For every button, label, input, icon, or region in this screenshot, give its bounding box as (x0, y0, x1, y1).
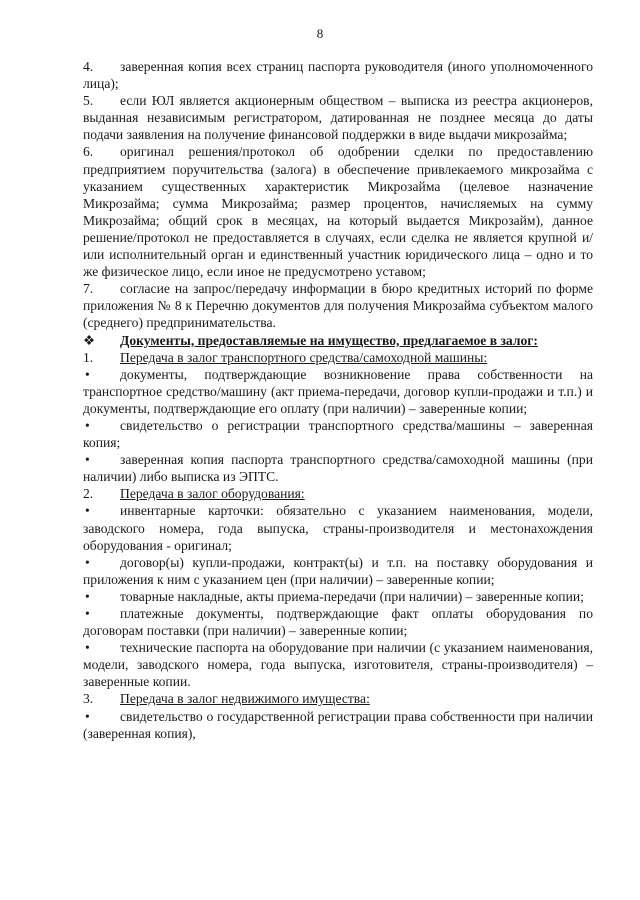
bullet-item (83, 605, 593, 639)
bullet-text: договор(ы) купли-продажи, контракт(ы) и т.п. на поставку оборудования и приложения к ним с указанием цен (при наличии) – заверенные копии; (83, 554, 593, 587)
bullet-text: технические паспорта на оборудование при наличии (с указанием наименования, модели, заводского номера, года выпуска, изготовителя, страны-производителя) – заверенные копии. (83, 640, 593, 690)
subsection-title: Передача в залог транспортного средства/самоходной машины: (120, 349, 488, 365)
bullet-icon: • (85, 606, 90, 621)
subsection-number: 1. (83, 349, 94, 365)
subsection-number: 3. (83, 691, 94, 707)
diamond-bullet-icon: ❖ (83, 332, 96, 348)
bullet-item (83, 588, 593, 605)
bullet-item (83, 554, 593, 588)
bullet-item (83, 417, 593, 451)
subsection-heading (83, 349, 593, 366)
bullet-item (83, 708, 593, 742)
numbered-item (83, 58, 593, 92)
numbered-item (83, 92, 593, 143)
numbered-list (83, 58, 593, 332)
bullet-icon: • (85, 640, 90, 656)
subsection-title: Передача в залог недвижимого имущества: (120, 691, 370, 707)
bullet-text: товарные накладные, акты приема-передачи (при наличии) – заверенные копии; (120, 588, 584, 604)
bullet-item (83, 639, 593, 690)
bullet-text: свидетельство о государственной регистрации права собственности при наличии (заверенная копия), (83, 708, 593, 741)
bullet-icon: • (85, 417, 90, 433)
item-text: если ЮЛ является акционерным обществом – выписка из реестра акционеров, выданная независимым регистратором, датированная не позднее месяца до даты подачи заявления на получение финансовой поддержки в виде выдачи микрозайма; (83, 93, 593, 143)
item-text: оригинал решения/протокол об одобрении сделки по предоставлению предприятием поручительства (залога) в обеспечение привлекаемого микрозайма с указанием существенных характеристик Микрозайма (целевое назначение Микрозайма; сумма Микрозайма; размер процентов, начисляемых на сумму Микрозайма; общий срок в месяцах, на который выдается Микрозайм), данное решение/протокол не предоставляется в случаях, если сделка не является крупной и/или исполнительный орган и единственный участник юридического лица – одно и то же физическое лицо, если иное не предусмотрено уставом; (83, 144, 593, 280)
numbered-item (83, 143, 593, 280)
section-heading (83, 332, 593, 349)
bullet-text: свидетельство о регистрации транспортного средства/машины – заверенная копия; (83, 417, 593, 451)
item-number: 4. (83, 59, 94, 74)
bullet-icon: • (85, 554, 90, 570)
bullet-item (83, 366, 593, 417)
subsection-heading (83, 485, 593, 502)
bullet-icon: • (85, 452, 90, 468)
item-number: 7. (83, 281, 94, 297)
bullet-item (83, 451, 593, 485)
bullet-icon: • (85, 366, 90, 382)
section-title: Документы, предоставляемые на имущество, предлагаемое в залог: (120, 332, 538, 348)
subsection-number: 2. (83, 486, 94, 502)
bullet-icon: • (85, 708, 90, 724)
bullet-item (83, 502, 593, 553)
bullet-icon: • (85, 588, 90, 604)
subsection-title: Передача в залог оборудования: (120, 486, 305, 502)
item-number: 5. (83, 93, 94, 109)
item-number: 6. (83, 144, 94, 160)
subsections (83, 349, 593, 742)
numbered-item (83, 280, 593, 331)
page-number: 8 (316, 26, 324, 41)
bullet-text: документы, подтверждающие возникновение права собственности на транспортное средство/машину (акт приема-передачи, договор купли-продажи и т.п.) и документы, подтверждающие его оплату (при наличии) – заверенные копии; (83, 366, 593, 416)
item-text: заверенная копия всех страниц паспорта руководителя (иного уполномоченного лица); (83, 59, 593, 92)
subsection-heading (83, 690, 593, 707)
item-text: согласие на запрос/передачу информации в бюро кредитных историй по форме приложения № 8 к Перечню документов для получения Микрозайма субъектом малого (среднего) предпринимательства. (83, 281, 593, 331)
bullet-icon: • (85, 503, 90, 519)
bullet-text: заверенная копия паспорта транспортного средства/самоходной машины (при наличии) либо выписка из ЭПТС. (83, 452, 593, 485)
bullet-text: платежные документы, подтверждающие факт оплаты оборудования по договорам поставки (при наличии) – заверенные копии; (83, 606, 593, 639)
bullet-text: инвентарные карточки: обязательно с указанием наименования, модели, заводского номера, года выпуска, страны-производителя и местонахождения оборудования - оригинал; (83, 503, 593, 553)
document-body (83, 58, 593, 742)
